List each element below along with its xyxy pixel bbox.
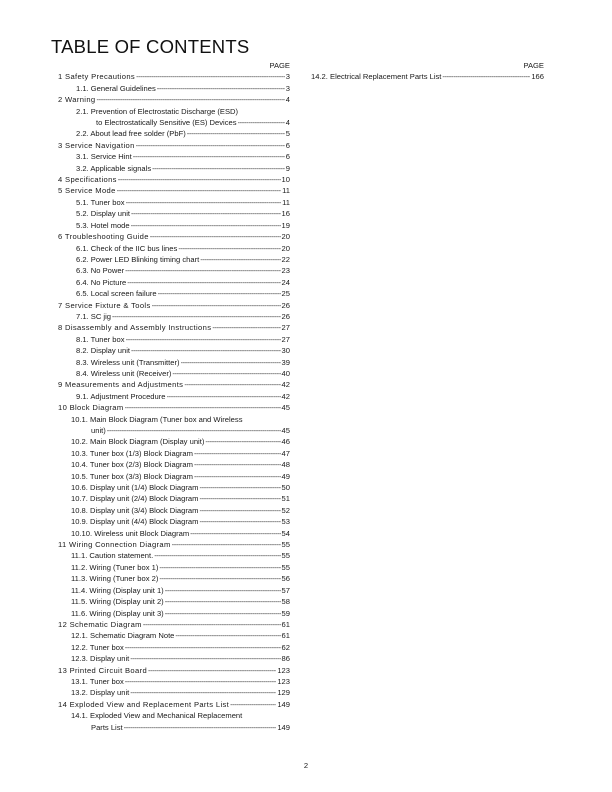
toc-entry-page: 9 [285,163,290,173]
dot-leader [205,436,280,447]
toc-entry-page: 54 [281,528,290,538]
dot-leader [125,402,281,413]
toc-list-left [50,71,290,733]
toc-entry-page: 11 [282,186,290,196]
toc-entry-page: 59 [281,608,290,618]
toc-entry-label: 5.3. Hotel mode [76,220,130,230]
toc-entry-label: 11.6. Wiring (Display unit 3) [71,608,164,618]
toc-entry-label: 7.1. SC jig [76,311,112,321]
toc-entry-label: 9 Measurements and Adjustments [58,380,184,390]
toc-entry[interactable] [50,414,290,437]
page-title: TABLE OF CONTENTS [51,36,250,57]
toc-entry-page: 55 [281,562,290,572]
toc-entry[interactable] [50,345,290,356]
toc-entry-label: 10.1. Main Block Diagram (Tuner box and Wireless [71,414,243,424]
dot-leader [124,722,277,733]
dot-leader [117,185,281,196]
toc-entry-label: 13.1. Tuner box [71,676,124,686]
toc-entry-label: 10.6. Display unit (1/4) Block Diagram [71,483,199,493]
toc-entry-label: 12.1. Schematic Diagram Note [71,631,175,641]
toc-entry-label-continued: Parts List [91,722,123,732]
toc-entry-page: 129 [277,688,290,698]
dot-leader [136,140,285,151]
dot-leader [199,482,280,493]
toc-entry-label: 11.3. Wiring (Tuner box 2) [71,574,159,584]
toc-entry-label: 8.1. Tuner box [76,334,125,344]
toc-entry-label: 4 Specifications [58,175,117,185]
toc-entry-label: 10.4. Tuner box (2/3) Block Diagram [71,460,193,470]
toc-entry-label: 3 Service Navigation [58,140,135,150]
toc-entry-page: 30 [281,346,290,356]
toc-entry-page: 3 [285,72,290,82]
dot-leader [118,174,281,185]
toc-entry[interactable] [50,265,290,276]
toc-entry[interactable] [50,528,290,539]
toc-entry-page: 20 [281,232,290,242]
toc-entry-label: 10.9. Display unit (4/4) Block Diagram [71,517,199,527]
dot-leader [152,300,281,311]
toc-entry-page: 49 [281,471,290,481]
toc-entry[interactable] [50,687,290,698]
toc-entry-page: 40 [281,368,290,378]
dot-leader [152,163,285,174]
toc-entry[interactable] [50,505,290,516]
dot-leader [96,94,284,105]
toc-entry[interactable] [311,71,544,82]
toc-entry[interactable] [50,208,290,219]
toc-entry-page: 56 [281,574,290,584]
dot-leader [165,596,281,607]
dot-leader [126,197,282,208]
dot-leader [200,254,280,265]
toc-entry-page: 42 [281,391,290,401]
toc-entry[interactable] [50,185,290,196]
toc-entry-label: 10.8. Display unit (3/4) Block Diagram [71,505,199,515]
toc-entry-page: 55 [281,540,290,550]
toc-entry-label: 10.10. Wireless unit Block Diagram [71,528,190,538]
dot-leader [125,676,277,687]
toc-entry[interactable] [50,368,290,379]
toc-entry[interactable] [50,459,290,470]
toc-entry[interactable] [50,311,290,322]
toc-entry[interactable] [50,642,290,653]
dot-leader [158,288,281,299]
dot-leader [165,608,281,619]
toc-entry-label-continued: unit) [91,426,106,435]
toc-entry-label: 5.2. Display unit [76,209,131,219]
dot-leader [131,220,281,231]
dot-leader [184,379,280,390]
toc-entry[interactable] [50,573,290,584]
toc-entry[interactable] [50,254,290,265]
dot-leader [194,471,281,482]
toc-entry[interactable] [50,585,290,596]
toc-entry[interactable] [50,128,290,139]
toc-entry[interactable] [50,608,290,619]
toc-entry[interactable] [50,357,290,368]
toc-entry-label: 10.2. Main Block Diagram (Display unit) [71,437,205,447]
toc-entry-page: 19 [281,220,290,230]
dot-leader [143,619,281,630]
dot-leader [181,357,281,368]
toc-entry-page: 25 [281,289,290,299]
dot-leader [165,585,281,596]
toc-left-column [50,60,290,733]
dot-leader [199,505,280,516]
toc-entry-page: 55 [281,551,290,561]
toc-entry-page: 20 [281,243,290,253]
dot-leader [175,630,280,641]
toc-entry-page: 166 [531,72,544,82]
dot-leader [148,665,276,676]
toc-entry[interactable] [50,562,290,573]
toc-entry-label: 10.5. Tuner box (3/3) Block Diagram [71,471,193,481]
toc-entry-label: 14 Exploded View and Replacement Parts List [58,699,230,709]
dot-leader [150,231,281,242]
toc-entry-label: 6.4. No Picture [76,277,127,287]
toc-entry[interactable] [50,231,290,242]
dot-leader [133,151,285,162]
toc-entry-page: 61 [281,631,290,641]
toc-entry-label: 9.1. Adjustment Procedure [76,391,166,401]
toc-entry-page: 53 [281,517,290,527]
dot-leader [125,642,281,653]
toc-entry[interactable] [50,550,290,561]
toc-entry-page: 16 [281,209,290,219]
toc-entry[interactable] [50,243,290,254]
toc-entry-page: 4 [285,95,290,105]
toc-entry[interactable] [50,71,290,82]
toc-entry[interactable] [50,482,290,493]
toc-entry[interactable] [50,288,290,299]
dot-leader [167,391,281,402]
toc-entry[interactable] [50,448,290,459]
toc-entry[interactable] [50,197,290,208]
toc-entry-label: 11.1. Caution statement. [71,551,154,561]
toc-entry[interactable] [50,436,290,447]
toc-entry-label: 5.1. Tuner box [76,197,125,207]
toc-entry-label: 13 Printed Circuit Board [58,665,148,675]
toc-entry-label: 5 Service Mode [58,186,116,196]
toc-entry-page: 123 [277,676,290,686]
toc-entry[interactable] [50,277,290,288]
dot-leader [154,550,280,561]
toc-entry-page: 47 [281,448,290,458]
toc-entry-label: 1.1. General Guidelines [76,83,156,93]
toc-entry-page: 5 [285,129,290,139]
toc-entry[interactable] [50,220,290,231]
page-column-header: PAGE [523,61,544,70]
dot-leader [130,687,276,698]
toc-entry-page: 27 [281,323,290,333]
toc-entry-label: 11.4. Wiring (Display unit 1) [71,585,164,595]
toc-entry-page: 6 [285,152,290,162]
toc-entry-page: 52 [281,505,290,515]
dot-leader [159,573,280,584]
toc-entry[interactable] [50,106,290,129]
toc-entry-page: 24 [281,277,290,287]
toc-entry[interactable] [50,174,290,185]
toc-entry[interactable] [50,710,290,733]
toc-entry-label: 1 Safety Precautions [58,72,136,82]
toc-entry[interactable] [50,493,290,504]
toc-entry-page: 149 [277,699,290,709]
dot-leader [230,699,276,710]
toc-entry[interactable] [50,140,290,151]
toc-entry-label: 6 Troubleshooting Guide [58,232,149,242]
toc-entry[interactable] [50,83,290,94]
toc-entry[interactable] [50,676,290,687]
toc-entry-label: 2 Warning [58,95,96,105]
toc-entry-page: 123 [277,665,290,675]
toc-entry-page: 39 [281,357,290,367]
dot-leader [178,243,280,254]
dot-leader [131,345,281,356]
toc-entry-page: 26 [281,300,290,310]
toc-entry-label: 11.2. Wiring (Tuner box 1) [71,562,159,572]
dot-leader [194,448,281,459]
toc-entry[interactable] [50,379,290,390]
toc-entry-label: 6.3. No Power [76,266,125,276]
toc-entry-label: 2.2. About lead free solder (PbF) [76,129,186,139]
toc-entry-label: 6.2. Power LED Blinking timing chart [76,254,200,264]
toc-entry-label: 8.3. Wireless unit (Transmitter) [76,357,180,367]
toc-entry-label: 10.3. Tuner box (1/3) Block Diagram [71,448,193,458]
dot-leader [157,83,285,94]
toc-entry[interactable] [50,402,290,413]
dot-leader [238,117,285,128]
toc-entry-label: 10.7. Display unit (2/4) Block Diagram [71,494,199,504]
toc-entry-page: 61 [281,619,290,629]
toc-entry[interactable] [50,471,290,482]
dot-leader [131,208,281,219]
dot-leader [130,653,280,664]
toc-right-column [311,60,544,83]
dot-leader [199,493,280,504]
dot-leader [112,311,281,322]
toc-entry-label: 11.5. Wiring (Display unit 2) [71,597,164,607]
toc-entry[interactable] [50,151,290,162]
toc-entry-label-continued: to Electrostatically Sensitive (ES) Devices [96,118,237,128]
dot-leader [199,516,280,527]
toc-entry-page: 3 [285,83,290,93]
toc-entry-label: 11 Wiring Connection Diagram [58,540,171,550]
toc-entry-label: 3.1. Service Hint [76,152,132,162]
dot-leader [125,265,280,276]
toc-entry-page: 11 [282,197,290,207]
toc-entry-label: 6.1. Check of the IIC bus lines [76,243,178,253]
dot-leader [212,322,280,333]
toc-entry[interactable] [50,391,290,402]
toc-entry-page: 46 [281,437,290,447]
toc-entry-label: 7 Service Fixture & Tools [58,300,151,310]
dot-leader [442,71,530,82]
dot-leader [136,71,285,82]
toc-entry-label: 12.3. Display unit [71,654,130,664]
toc-entry-label: 2.1. Prevention of Electrostatic Discharge (ESD) [76,106,239,116]
toc-entry[interactable] [50,539,290,550]
toc-entry-page: 10 [281,175,290,185]
dot-leader [107,425,281,436]
page-column-header: PAGE [269,61,290,70]
toc-entry[interactable] [50,665,290,676]
toc-entry[interactable] [50,334,290,345]
toc-entry-page: 45 [281,426,290,435]
toc-list-right [311,71,544,82]
dot-leader [172,368,280,379]
dot-leader [172,539,281,550]
toc-entry-label: 14.1. Exploded View and Mechanical Replacement [71,711,243,721]
dot-leader [190,528,280,539]
toc-entry-label: 8 Disassembly and Assembly Instructions [58,323,212,333]
toc-entry-page: 86 [281,654,290,664]
toc-entry-page: 42 [281,380,290,390]
dot-leader [127,277,280,288]
toc-entry[interactable] [50,322,290,333]
toc-entry-page: 4 [285,118,290,128]
toc-entry-label: 8.2. Display unit [76,346,131,356]
toc-entry-page: 58 [281,597,290,607]
toc-entry-label: 6.5. Local screen failure [76,289,157,299]
toc-entry[interactable] [50,516,290,527]
toc-entry-label: 8.4. Wireless unit (Receiver) [76,368,172,378]
dot-leader [194,459,281,470]
toc-entry[interactable] [50,699,290,710]
toc-entry-label: 12.2. Tuner box [71,642,124,652]
toc-entry-label: 3.2. Applicable signals [76,163,152,173]
toc-entry[interactable] [50,653,290,664]
toc-entry-label: 12 Schematic Diagram [58,619,142,629]
toc-entry[interactable] [50,630,290,641]
toc-entry[interactable] [50,596,290,607]
toc-entry[interactable] [50,619,290,630]
toc-entry-page: 62 [281,642,290,652]
toc-entry-page: 57 [281,585,290,595]
toc-entry-page: 50 [281,483,290,493]
dot-leader [187,128,285,139]
dot-leader [126,334,281,345]
toc-entry-page: 23 [281,266,290,276]
toc-entry-page: 27 [281,334,290,344]
toc-entry-label: 14.2. Electrical Replacement Parts List [311,72,442,82]
toc-entry[interactable] [50,94,290,105]
toc-entry-label: 10 Block Diagram [58,403,124,413]
toc-entry-page: 51 [281,494,290,504]
toc-entry-page: 48 [281,460,290,470]
dot-leader [159,562,280,573]
page-number: 2 [303,761,309,770]
toc-entry-page: 22 [281,254,290,264]
toc-entry-page: 45 [281,403,290,413]
toc-entry-page: 6 [285,140,290,150]
toc-entry-page: 26 [281,311,290,321]
toc-entry[interactable] [50,163,290,174]
toc-entry[interactable] [50,300,290,311]
toc-entry-page: 149 [277,722,290,732]
toc-entry-label: 13.2. Display unit [71,688,130,698]
